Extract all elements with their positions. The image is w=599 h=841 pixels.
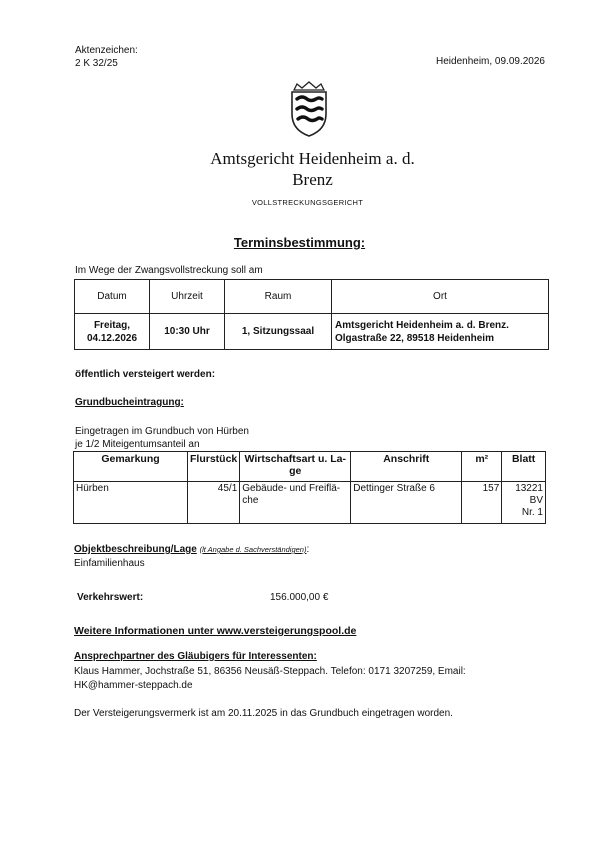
versteigert-text: öffentlich versteigert werden: xyxy=(75,369,216,380)
grundbuch-table-header xyxy=(74,452,546,482)
th-gemarkung: Gemarkung xyxy=(74,452,188,482)
objekt-colon: : xyxy=(306,544,310,555)
termin-table-header xyxy=(75,280,549,314)
grundbuch-heading: Grundbucheintragung: xyxy=(75,397,184,408)
grundbuch-table-row xyxy=(74,482,546,524)
coat-of-arms-icon xyxy=(288,80,330,138)
wirtschaftsart-line1: Gebäude- und Freiflä- xyxy=(242,483,341,494)
case-number-block xyxy=(75,44,138,70)
wirtschaftsart-line2: che xyxy=(242,495,259,506)
place-date: Heidenheim, 09.09.2026 xyxy=(436,56,545,67)
objekt-heading: Objektbeschreibung/Lage xyxy=(74,544,197,555)
aktenzeichen-label: Aktenzeichen: xyxy=(75,45,138,56)
grundbuch-line1: Eingetragen im Grundbuch von Hürben xyxy=(75,426,249,437)
cell-m2: 157 xyxy=(462,482,502,524)
vermerk-text: Der Versteigerungsvermerk ist am 20.11.2025 in das Grundbuch eingetragen worden. xyxy=(74,708,453,719)
th-ort: Ort xyxy=(332,280,549,314)
th-wirtschaftsart-line1: Wirtschaftsart u. La- xyxy=(244,453,346,465)
termin-table xyxy=(74,279,549,350)
ort-line2: Olgastraße 22, 89518 Heidenheim xyxy=(335,332,494,344)
th-flurstueck: Flurstück xyxy=(188,452,240,482)
cell-wirtschaftsart xyxy=(240,482,351,524)
th-raum: Raum xyxy=(225,280,332,314)
grundbuch-line2: je 1/2 Miteigentumsanteil an xyxy=(75,439,200,450)
verkehrswert-label: Verkehrswert: xyxy=(77,592,144,603)
ansprechpartner-line1: Klaus Hammer, Jochstraße 51, 86356 Neusäß-Steppach. Telefon: 0171 3207259, Email: xyxy=(74,666,466,677)
th-wirtschaftsart-line2: ge xyxy=(289,465,302,477)
datum-weekday: Freitag, xyxy=(93,319,131,331)
blatt-line1: 13221 xyxy=(515,483,543,494)
th-datum: Datum xyxy=(75,280,150,314)
objekt-text: Einfamilienhaus xyxy=(74,558,145,569)
th-wirtschaftsart xyxy=(240,452,351,482)
cell-blatt xyxy=(502,482,546,524)
weitere-info: Weitere Informationen unter www.versteigerungspool.de xyxy=(74,625,357,637)
grundbuch-table xyxy=(73,451,546,524)
cell-datum xyxy=(75,314,150,350)
th-blatt: Blatt xyxy=(502,452,546,482)
court-name xyxy=(0,148,599,190)
datum-date: 04.12.2026 xyxy=(86,332,138,344)
court-name-line2: Brenz xyxy=(292,170,333,189)
cell-anschrift: Dettinger Straße 6 xyxy=(351,482,462,524)
cell-raum: 1, Sitzungssaal xyxy=(225,314,332,350)
blatt-line2: BV xyxy=(529,495,543,506)
court-department: VOLLSTRECKUNGSGERICHT xyxy=(251,198,364,207)
termin-table-row xyxy=(75,314,549,350)
ort-line1: Amtsgericht Heidenheim a. d. Brenz. xyxy=(335,319,509,331)
ansprechpartner-text xyxy=(74,665,466,693)
th-anschrift: Anschrift xyxy=(351,452,462,482)
blatt-line3: Nr. 1 xyxy=(521,507,543,518)
cell-uhrzeit: 10:30 Uhr xyxy=(150,314,225,350)
grundbuch-text xyxy=(75,425,249,451)
aktenzeichen: 2 K 32/25 xyxy=(75,58,118,69)
verkehrswert-value: 156.000,00 € xyxy=(270,592,329,603)
ansprechpartner-line2: HK@hammer-steppach.de xyxy=(74,680,193,691)
objekt-note: (lt Angabe d. Sachverständigen) xyxy=(199,545,307,554)
court-name-line1: Amtsgericht Heidenheim a. d. xyxy=(210,149,415,168)
ansprechpartner-heading: Ansprechpartner des Gläubigers für Interessenten: xyxy=(74,651,317,662)
cell-gemarkung: Hürben xyxy=(74,482,188,524)
document-title: Terminsbestimmung: xyxy=(233,235,366,250)
cell-flurstueck: 45/1 xyxy=(188,482,240,524)
cell-ort xyxy=(332,314,549,350)
intro-text: Im Wege der Zwangsvollstreckung soll am xyxy=(75,265,263,276)
objekt-heading-line xyxy=(74,544,309,555)
th-m2: m² xyxy=(462,452,502,482)
th-uhrzeit: Uhrzeit xyxy=(150,280,225,314)
